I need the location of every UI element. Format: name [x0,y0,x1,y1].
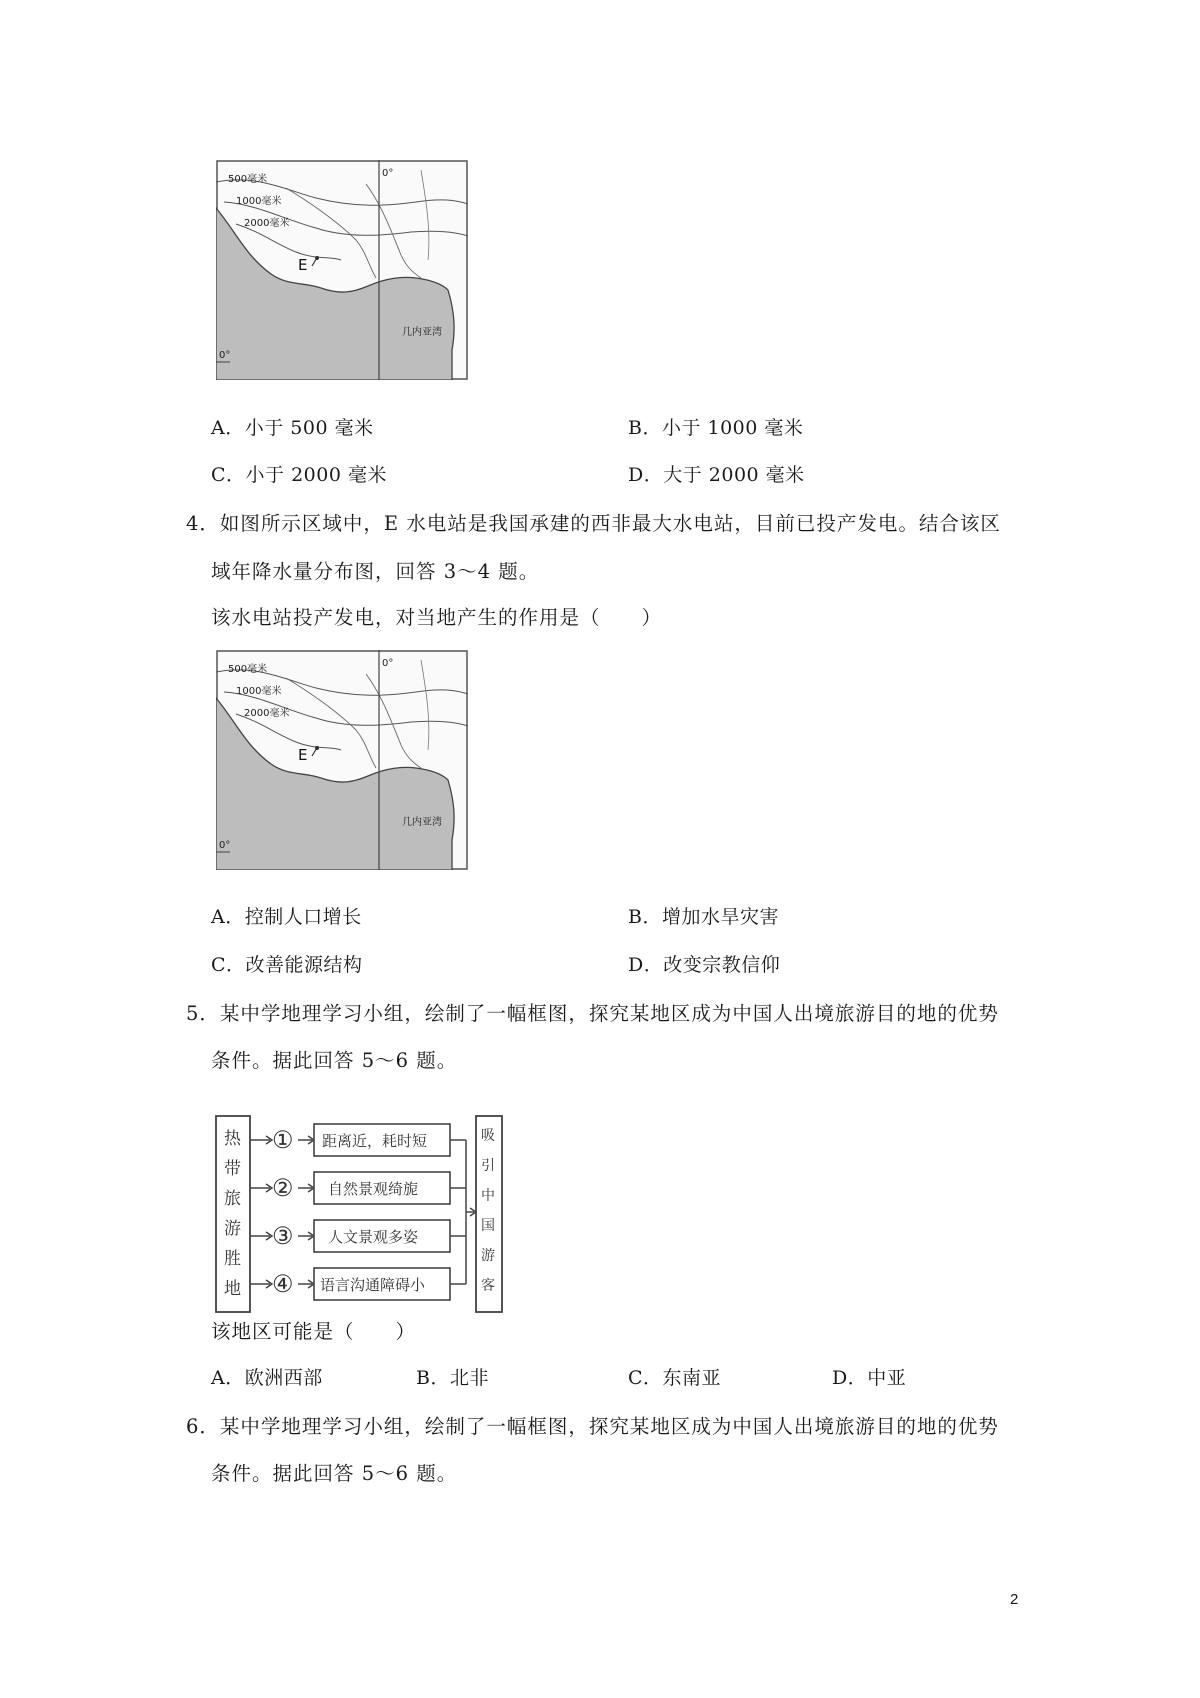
q3-option-a[interactable]: A．小于 500 毫米 [211,417,374,439]
left-box-char: 旅 [224,1189,241,1209]
sea-label: 几内亚湾 [402,327,442,338]
q6-text-1: 某中学地理学习小组，绘制了一幅框图，探究某地区成为中国人出境旅游目的地的优势 [219,1415,999,1438]
contour-label-1000: 1000毫米 [236,196,282,207]
map-figure [216,650,468,870]
q5-text-1: 某中学地理学习小组，绘制了一幅框图，探究某地区成为中国人出境旅游目的地的优势 [219,1002,999,1025]
station-label: E [298,746,308,764]
map-figure [216,160,468,380]
tourism-flow-diagram [214,1090,504,1338]
q4-stem-line-2: 域年降水量分布图，回答 3～4 题。 [211,560,540,583]
flow-item: 语言沟通障碍小 [320,1276,426,1294]
station-label: E [298,256,308,274]
contour-label-1000: 1000毫米 [236,686,282,697]
q6-stem-line-2: 条件。据此回答 5～6 题。 [211,1462,458,1485]
circle-number: ② [272,1174,294,1202]
right-box-char: 客 [481,1278,495,1294]
q4-stem-line-1 [186,508,1001,536]
q3-option-d[interactable]: D．大于 2000 毫米 [628,464,805,486]
right-box-char: 国 [481,1218,495,1234]
left-box-char: 带 [224,1159,241,1179]
meridian-label: 0° [382,168,394,179]
precipitation-map-1 [216,160,468,380]
right-box-char: 引 [481,1158,495,1174]
sea-label: 几内亚湾 [402,817,442,828]
q3-option-c[interactable]: C．小于 2000 毫米 [211,464,387,486]
contour-label-2000: 2000毫米 [244,708,290,719]
q5-option-b[interactable]: B．北非 [416,1367,489,1389]
flow-item: 距离近，耗时短 [322,1132,428,1150]
circle-number: ① [272,1126,294,1154]
meridian-label: 0° [382,658,394,669]
circle-number: ④ [272,1270,294,1298]
flow-row-4 [250,1268,466,1300]
equator-label: 0° [219,840,231,851]
precipitation-map-2 [216,650,468,870]
flow-row-2 [250,1172,466,1204]
q5-stem-line-1 [186,998,999,1026]
q5-option-a[interactable]: A．欧洲西部 [211,1367,323,1389]
flow-figure [214,1090,504,1338]
q4-option-c[interactable]: C．改善能源结构 [211,954,363,976]
contour-label-500: 500毫米 [228,174,268,185]
q5-stem-line-2: 条件。据此回答 5～6 题。 [211,1049,458,1072]
q4-question: 该水电站投产发电，对当地产生的作用是（ ） [211,606,663,629]
q6-stem-line-1 [186,1411,999,1439]
left-box-char: 热 [224,1129,241,1149]
right-box-char: 吸 [481,1128,495,1144]
flow-item: 人文景观多姿 [328,1228,419,1246]
q5-option-c[interactable]: C．东南亚 [628,1367,722,1389]
flow-row-1 [250,1124,466,1156]
right-box-char: 中 [481,1188,495,1204]
left-box-char: 地 [224,1279,241,1299]
q4-text-1: 如图所示区域中，E 水电站是我国承建的西非最大水电站，目前已投产发电。结合该区 [219,512,1001,535]
q4-number: 4． [186,512,220,535]
q4-option-a[interactable]: A．控制人口增长 [211,906,362,928]
contour-label-2000: 2000毫米 [244,218,290,229]
q5-question: 该地区可能是（ ） [211,1320,417,1343]
circle-number: ③ [272,1222,294,1250]
contour-label-500: 500毫米 [228,664,268,675]
equator-label: 0° [219,350,231,361]
q6-number: 6． [186,1415,220,1438]
q3-option-b[interactable]: B．小于 1000 毫米 [628,417,804,439]
flow-item: 自然景观绮旎 [328,1180,419,1198]
page-number: 2 [1010,1591,1019,1608]
left-box-char: 胜 [224,1249,241,1269]
q5-option-d[interactable]: D．中亚 [832,1367,907,1389]
q5-number: 5． [186,1002,220,1025]
right-box-char: 游 [481,1248,495,1264]
q4-option-b[interactable]: B．增加水旱灾害 [628,906,779,928]
left-box-char: 游 [224,1219,241,1239]
q4-option-d[interactable]: D．改变宗教信仰 [628,954,781,976]
flow-row-3 [250,1220,466,1252]
